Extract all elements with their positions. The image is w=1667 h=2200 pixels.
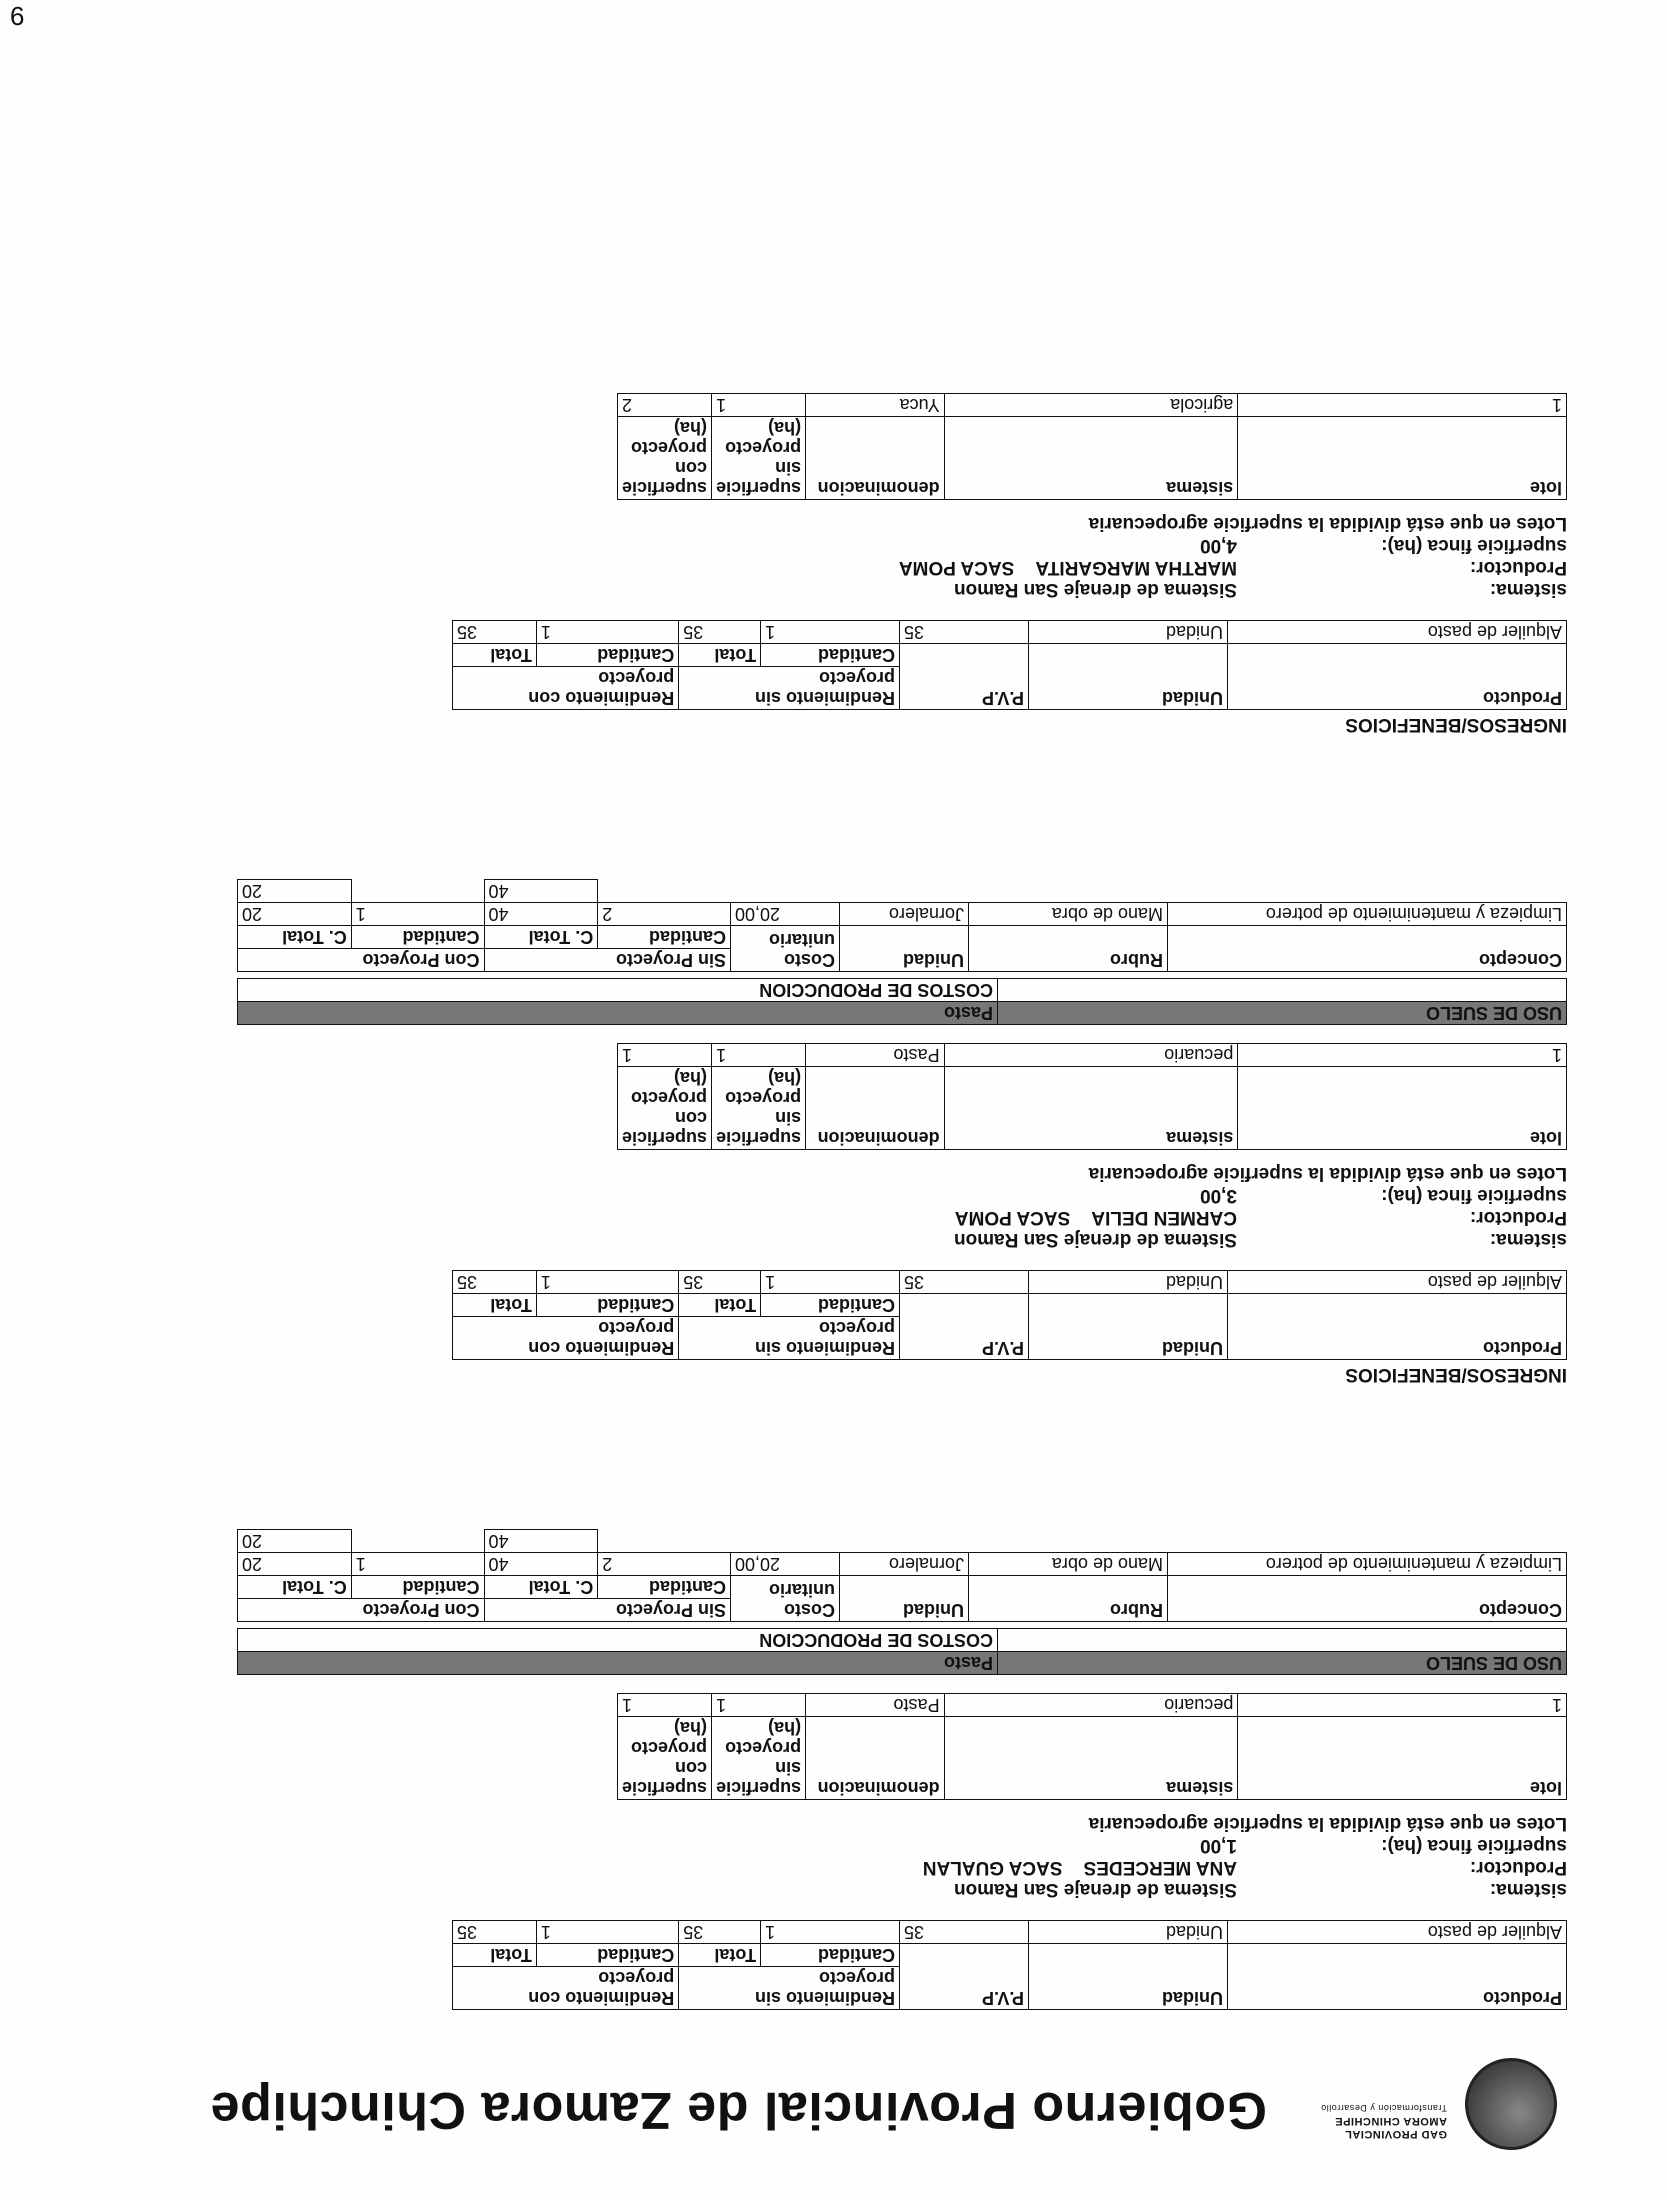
th-rend-sin: Rendimiento sin proyecto bbox=[679, 1967, 900, 2010]
sistema-label: sistema: bbox=[1489, 1229, 1567, 1250]
th-total: Total bbox=[453, 1944, 537, 1967]
cell: 20 bbox=[238, 903, 352, 926]
table-row bbox=[238, 1553, 1567, 1576]
ingresos-table-3 bbox=[237, 620, 1567, 710]
table-row bbox=[453, 1271, 1567, 1294]
uso-suelo-2 bbox=[237, 978, 1567, 1025]
logo-caption bbox=[1321, 2101, 1447, 2140]
th-rend-con: Rendimiento con proyecto bbox=[453, 667, 679, 710]
th-producto: Producto bbox=[1228, 1294, 1567, 1360]
superficie-label: superficie finca (ha): bbox=[1381, 1835, 1567, 1856]
cell: 2 bbox=[598, 903, 731, 926]
cell: 40 bbox=[484, 903, 598, 926]
th-rend-con: Rendimiento con proyecto bbox=[453, 1967, 679, 2010]
th-sup-sin: superficie sin proyecto (ha) bbox=[712, 1717, 806, 1800]
sistema-value: Sistema de drenaje San Ramon bbox=[954, 579, 1237, 600]
cell: agricola bbox=[944, 394, 1238, 417]
productor-label: Productor: bbox=[1469, 1207, 1567, 1228]
th-rubro: Rubro bbox=[969, 1576, 1168, 1622]
sistema-value: Sistema de drenaje San Ramon bbox=[954, 1229, 1237, 1250]
cell: Unidad bbox=[1029, 1271, 1228, 1294]
cell: 1 bbox=[712, 1044, 806, 1067]
th-ctotal: C. Total bbox=[238, 926, 352, 949]
cell: Alquiler de pasto bbox=[1228, 1271, 1567, 1294]
cell: Jornalero bbox=[840, 903, 969, 926]
th-sup-con: superficie con proyecto (ha) bbox=[618, 1067, 712, 1150]
total-sin: 40 bbox=[484, 880, 598, 903]
lotes-title: Lotes en que está dividida la superficie agropecuaria bbox=[1088, 513, 1567, 534]
cell: 35 bbox=[900, 621, 1029, 644]
cell: 35 bbox=[679, 1271, 761, 1294]
cell: 35 bbox=[453, 621, 537, 644]
table-row bbox=[453, 1921, 1567, 1944]
cell: 1 bbox=[618, 1694, 712, 1717]
lotes-title: Lotes en que está dividida la superficie agropecuaria bbox=[1088, 1163, 1567, 1184]
table-row bbox=[618, 1044, 1567, 1067]
cell: 35 bbox=[453, 1921, 537, 1944]
lotes-table-2 bbox=[237, 1043, 1567, 1150]
cell: Limpieza y mantenimiento de potrero bbox=[1168, 903, 1567, 926]
cell: 1 bbox=[1238, 394, 1567, 417]
logo-line-1: GAD PROVINCIAL bbox=[1344, 2128, 1447, 2140]
table-row bbox=[453, 621, 1567, 644]
logo-line-2: AMORA CHINCHIPE bbox=[1334, 2115, 1447, 2127]
cell: Yuca bbox=[806, 394, 945, 417]
th-cant: Cantidad bbox=[536, 1294, 678, 1317]
cell: 1 bbox=[618, 1044, 712, 1067]
productor-name: MARTHA MARGARITA bbox=[1035, 557, 1237, 578]
th-unidad: Unidad bbox=[1029, 1944, 1228, 2010]
th-lote: lote bbox=[1238, 1067, 1567, 1150]
cell: 1 bbox=[536, 1271, 678, 1294]
productor-name: ANA MERCEDES bbox=[1083, 1857, 1237, 1878]
uso-suelo-1 bbox=[237, 1628, 1567, 1675]
th-sistema: sistema bbox=[944, 1067, 1238, 1150]
productor-label: Productor: bbox=[1469, 1857, 1567, 1878]
cell: 40 bbox=[484, 1553, 598, 1576]
th-unidad: Unidad bbox=[840, 926, 969, 972]
page-number: 9 bbox=[10, 1, 25, 31]
totals-row bbox=[238, 1530, 1567, 1553]
cell: 1 bbox=[1238, 1044, 1567, 1067]
producer-info-2 bbox=[237, 1162, 1567, 1250]
cell: 20,00 bbox=[731, 1553, 840, 1576]
totals-row bbox=[238, 880, 1567, 903]
ingresos-table-2 bbox=[237, 1270, 1567, 1360]
table-row bbox=[618, 1694, 1567, 1717]
th-cant: Cantidad bbox=[536, 1944, 678, 1967]
cell: pecuario bbox=[944, 1694, 1238, 1717]
lotes-table-3 bbox=[237, 393, 1567, 500]
th-sup-sin: superficie sin proyecto (ha) bbox=[712, 417, 806, 500]
page-header bbox=[107, 2040, 1567, 2160]
th-cant: Cantidad bbox=[761, 1944, 900, 1967]
productor-label: Productor: bbox=[1469, 557, 1567, 578]
th-unidad: Unidad bbox=[1029, 644, 1228, 710]
cell: Pasto bbox=[806, 1044, 944, 1067]
th-rend-sin: Rendimiento sin proyecto bbox=[679, 667, 900, 710]
logo-emblem-icon bbox=[1465, 2058, 1557, 2150]
th-sup-con: superficie con proyecto (ha) bbox=[618, 1717, 712, 1800]
th-cant: Cantidad bbox=[351, 926, 484, 949]
th-unidad: Unidad bbox=[1029, 1294, 1228, 1360]
th-pvp: P.V.P bbox=[900, 1294, 1029, 1360]
th-total: Total bbox=[679, 644, 761, 667]
cell: Mano de obra bbox=[969, 903, 1168, 926]
total-con: 20 bbox=[238, 1530, 352, 1553]
productor-surname: SACA POMA bbox=[954, 1207, 1071, 1228]
page-title: Gobierno Provincial de Zamora Chinchipe bbox=[210, 2081, 1267, 2139]
costos-title: COSTOS DE PRODUCCION bbox=[238, 979, 998, 1002]
cell: 1 bbox=[536, 621, 678, 644]
th-rend-sin: Rendimiento sin proyecto bbox=[679, 1317, 900, 1360]
th-ctotal: C. Total bbox=[484, 926, 598, 949]
cell: 1 bbox=[351, 903, 484, 926]
uso-value: Pasto bbox=[238, 1002, 998, 1025]
productor-surname: SACA GUALAN bbox=[922, 1857, 1063, 1878]
th-total: Total bbox=[453, 644, 537, 667]
cell: 1 bbox=[712, 394, 806, 417]
cell: 1 bbox=[351, 1553, 484, 1576]
cell: 1 bbox=[536, 1921, 678, 1944]
th-sup-con: superficie con proyecto (ha) bbox=[618, 417, 712, 500]
uso-value: Pasto bbox=[238, 1652, 998, 1675]
th-cant: Cantidad bbox=[761, 1294, 900, 1317]
th-sup-sin: superficie sin proyecto (ha) bbox=[712, 1067, 806, 1150]
superficie-value: 4,00 bbox=[1200, 535, 1237, 556]
th-cant: Cantidad bbox=[536, 644, 678, 667]
th-total: Total bbox=[679, 1944, 761, 1967]
lotes-title: Lotes en que está dividida la superficie agropecuaria bbox=[1088, 1813, 1567, 1834]
table-row bbox=[238, 903, 1567, 926]
cell: 35 bbox=[679, 621, 761, 644]
cell: 1 bbox=[712, 1694, 806, 1717]
th-lote: lote bbox=[1238, 417, 1567, 500]
superficie-label: superficie finca (ha): bbox=[1381, 535, 1567, 556]
cell: Limpieza y mantenimiento de potrero bbox=[1168, 1553, 1567, 1576]
th-denominacion: denominacion bbox=[806, 1717, 944, 1800]
th-rubro: Rubro bbox=[969, 926, 1168, 972]
th-pvp: P.V.P bbox=[900, 1944, 1029, 2010]
sistema-label: sistema: bbox=[1489, 1879, 1567, 1900]
th-con: Con Proyecto bbox=[238, 949, 485, 972]
cell: Mano de obra bbox=[969, 1553, 1168, 1576]
producer-info-3 bbox=[237, 512, 1567, 600]
cell: 1 bbox=[761, 621, 900, 644]
th-concepto: Concepto bbox=[1168, 926, 1567, 972]
th-pvp: P.V.P bbox=[900, 644, 1029, 710]
cell: Unidad bbox=[1029, 1921, 1228, 1944]
cell: 2 bbox=[598, 1553, 731, 1576]
cell: Alquiler de pasto bbox=[1228, 621, 1567, 644]
th-sin: Sin Proyecto bbox=[484, 949, 730, 972]
th-costo: Costo unitario bbox=[731, 926, 840, 972]
th-sin: Sin Proyecto bbox=[484, 1599, 730, 1622]
ingresos-title-1: INGRESOS/BENEFICIOS bbox=[1345, 1364, 1567, 1385]
th-producto: Producto bbox=[1228, 644, 1567, 710]
costos-table-2 bbox=[237, 879, 1567, 972]
producer-info-1 bbox=[237, 1812, 1567, 1900]
th-ctotal: C. Total bbox=[484, 1576, 598, 1599]
th-costo: Costo unitario bbox=[731, 1576, 840, 1622]
superficie-value: 3,00 bbox=[1200, 1185, 1237, 1206]
superficie-value: 1,00 bbox=[1200, 1835, 1237, 1856]
th-cant: Cantidad bbox=[598, 1576, 731, 1599]
logo-line-3: Transformación y Desarrollo bbox=[1320, 2103, 1447, 2113]
th-rend-con: Rendimiento con proyecto bbox=[453, 1317, 679, 1360]
total-sin: 40 bbox=[484, 1530, 598, 1553]
cell: 1 bbox=[1238, 1694, 1567, 1717]
sistema-value: Sistema de drenaje San Ramon bbox=[954, 1879, 1237, 1900]
th-producto: Producto bbox=[1228, 1944, 1567, 2010]
cell: 1 bbox=[761, 1271, 900, 1294]
th-cant: Cantidad bbox=[761, 644, 900, 667]
cell: 35 bbox=[679, 1921, 761, 1944]
cell: Unidad bbox=[1029, 621, 1228, 644]
th-sistema: sistema bbox=[944, 417, 1238, 500]
sistema-label: sistema: bbox=[1489, 579, 1567, 600]
th-total: Total bbox=[453, 1294, 537, 1317]
ingresos-title-2: INGRESOS/BENEFICIOS bbox=[1345, 714, 1567, 735]
th-lote: lote bbox=[1238, 1717, 1567, 1800]
th-concepto: Concepto bbox=[1168, 1576, 1567, 1622]
productor-name: CARMEN DELIA bbox=[1091, 1207, 1237, 1228]
cell: 35 bbox=[453, 1271, 537, 1294]
cell: 35 bbox=[900, 1921, 1029, 1944]
th-ctotal: C. Total bbox=[238, 1576, 352, 1599]
cell: Jornalero bbox=[840, 1553, 969, 1576]
th-con: Con Proyecto bbox=[238, 1599, 485, 1622]
ingresos-table-1 bbox=[237, 1920, 1567, 2010]
cell: Pasto bbox=[806, 1694, 944, 1717]
th-cant: Cantidad bbox=[598, 926, 731, 949]
uso-label: USO DE SUELO bbox=[998, 1652, 1567, 1675]
cell: 20,00 bbox=[731, 903, 840, 926]
th-total: Total bbox=[679, 1294, 761, 1317]
cell: 1 bbox=[761, 1921, 900, 1944]
costos-title: COSTOS DE PRODUCCION bbox=[238, 1629, 998, 1652]
cell: 2 bbox=[618, 394, 712, 417]
cell: 20 bbox=[238, 1553, 352, 1576]
cell: 35 bbox=[900, 1271, 1029, 1294]
th-cant: Cantidad bbox=[351, 1576, 484, 1599]
costos-table-1 bbox=[237, 1529, 1567, 1622]
lotes-table-1 bbox=[237, 1693, 1567, 1800]
gad-logo bbox=[1457, 2060, 1567, 2150]
productor-surname: SACA POMA bbox=[898, 557, 1015, 578]
th-denominacion: denominacion bbox=[806, 1067, 944, 1150]
th-sistema: sistema bbox=[944, 1717, 1238, 1800]
table-row bbox=[618, 394, 1567, 417]
th-unidad: Unidad bbox=[840, 1576, 969, 1622]
cell: pecuario bbox=[944, 1044, 1238, 1067]
cell: Alquiler de pasto bbox=[1228, 1921, 1567, 1944]
total-con: 20 bbox=[238, 880, 352, 903]
uso-label: USO DE SUELO bbox=[998, 1002, 1567, 1025]
superficie-label: superficie finca (ha): bbox=[1381, 1185, 1567, 1206]
th-denominacion: denominacion bbox=[806, 417, 945, 500]
